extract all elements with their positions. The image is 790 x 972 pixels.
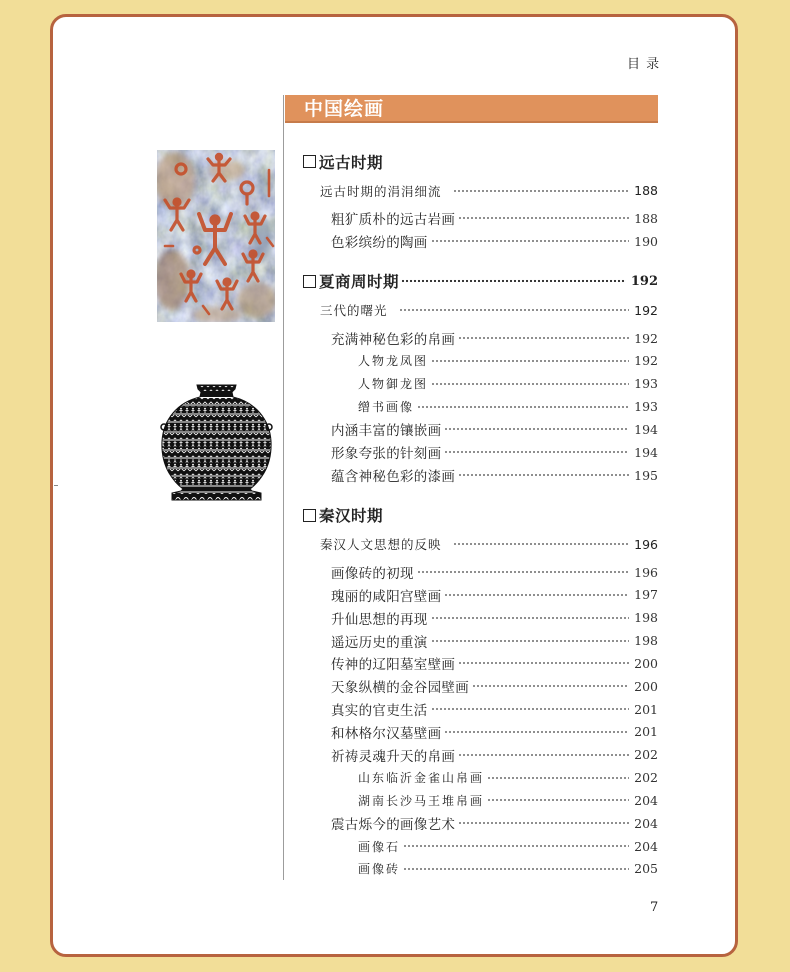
dot-leader [458,753,629,757]
dot-leader [444,450,629,454]
table-of-contents [303,150,658,880]
toc-entry-title: 蕴含神秘色彩的漆画 [331,469,456,486]
toc-entry [303,675,658,698]
toc-subentry-title: 人物龙凤图 [358,354,429,369]
toc-heading [303,150,658,173]
toc-subentry [303,789,658,812]
dot-leader [431,707,629,711]
toc-subentry-title: 画像砖 [358,862,401,877]
toc-section [303,533,658,556]
toc-entry [303,652,658,675]
dot-leader [431,239,629,243]
toc-entry [303,698,658,721]
square-outline-icon [303,509,316,522]
dot-leader [403,844,629,848]
toc-entry-title: 祈祷灵魂升天的帛画 [331,748,456,765]
toc-entry-title: 升仙思想的再现 [331,611,428,628]
toc-entry [303,441,658,464]
toc-heading-page: 192 [630,273,658,289]
toc-section-title: 三代的曙光 [320,303,388,319]
toc-section-title: 远古时期的涓涓细流 [320,183,442,199]
square-outline-icon [303,275,316,288]
toc-heading [303,504,658,527]
toc-entry [303,629,658,652]
toc-entry-page: 192 [634,330,658,346]
toc-entry-title: 瑰丽的咸阳宫壁画 [331,588,442,605]
toc-entry-page: 198 [634,610,658,626]
toc-entry-title: 充满神秘色彩的帛画 [331,332,456,349]
toc-subentry-page: 202 [634,770,658,786]
toc-entry [303,327,658,350]
vertical-divider [283,95,284,880]
toc-entry-page: 188 [634,210,658,226]
toc-entry-title: 遥远历史的重演 [331,634,428,651]
toc-entry [303,721,658,744]
toc-entry [303,207,658,230]
toc-section [303,299,658,322]
toc-entry-page: 201 [634,724,658,740]
section-banner-title: 中国绘画 [304,98,385,120]
dot-leader [431,382,629,386]
dot-leader [472,684,629,688]
toc-entry-title: 天象纵横的金谷园壁画 [331,680,469,697]
toc-subentry-title: 人物御龙图 [358,377,429,392]
dot-leader [487,776,629,780]
toc-subentry-page: 204 [634,838,658,854]
dot-leader [401,279,626,283]
dot-leader [417,570,629,574]
toc-subentry-page: 192 [634,353,658,369]
toc-entry [303,464,658,487]
toc-entry-page: 195 [634,467,658,483]
dot-leader [431,639,629,643]
dot-leader [444,427,629,431]
toc-entry [303,418,658,441]
dot-leader [399,308,629,312]
toc-subentry-page: 205 [634,861,658,877]
toc-entry-title: 粗犷质朴的远古岩画 [331,212,456,229]
toc-section [303,179,658,202]
toc-subentry-title: 缯书画像 [358,400,415,415]
toc-entry [303,606,658,629]
contents-header: 目 录 [627,57,661,72]
toc-entry-page: 197 [634,587,658,603]
toc-entry [303,743,658,766]
toc-entry-title: 传神的辽阳墓室壁画 [331,657,456,674]
toc-subentry [303,858,658,881]
toc-heading-title: 秦汉时期 [319,506,384,526]
toc-entry-page: 194 [634,421,658,437]
section-banner [285,95,658,123]
dot-leader [458,661,629,665]
dot-leader [431,359,629,363]
toc-entry-page: 200 [634,655,658,671]
toc-entry [303,230,658,253]
toc-entry-page: 201 [634,701,658,717]
toc-entry-page: 194 [634,444,658,460]
dot-leader [458,216,629,220]
dot-leader [458,473,629,477]
toc-subentry-page: 193 [634,376,658,392]
toc-heading-title: 远古时期 [319,152,384,172]
toc-subentry-title: 山东临沂金雀山帛画 [358,771,485,786]
dot-leader [431,616,629,620]
dot-leader [487,798,629,802]
toc-subentry [303,766,658,789]
toc-entry [303,561,658,584]
toc-entry-title: 色彩缤纷的陶画 [331,235,428,252]
dot-leader [444,730,629,734]
dot-leader [417,405,629,409]
toc-entry-title: 形象夸张的针刻画 [331,446,442,463]
rock-painting-image [157,150,275,322]
dot-leader [458,336,629,340]
dot-leader [453,542,629,546]
toc-subentry-title: 湖南长沙马王堆帛画 [358,793,485,808]
toc-entry-page: 196 [634,564,658,580]
bronze-vessel-image [160,383,273,502]
toc-entry-page: 190 [634,233,658,249]
dot-leader [444,593,629,597]
toc-entry [303,583,658,606]
crop-mark [54,485,58,486]
toc-entry-title: 画像砖的初现 [331,566,414,583]
toc-subentry [303,835,658,858]
toc-subentry-page: 193 [634,399,658,415]
toc-entry [303,812,658,835]
toc-subentry-title: 画像石 [358,839,401,854]
toc-entry-page: 204 [634,815,658,831]
toc-subentry [303,350,658,373]
toc-section-page: 192 [634,302,658,318]
toc-section-page: 196 [634,536,658,552]
square-outline-icon [303,155,316,168]
toc-section-title: 秦汉人文思想的反映 [320,537,442,553]
toc-subentry [303,372,658,395]
toc-entry-page: 202 [634,747,658,763]
dot-leader [458,821,629,825]
page-number: 7 [650,900,659,915]
toc-entry-page: 200 [634,678,658,694]
dot-leader [403,867,629,871]
toc-entry-title: 和林格尔汉墓壁画 [331,725,442,742]
toc-section-page: 188 [634,183,658,198]
toc-entry-page: 198 [634,633,658,649]
toc-entry-title: 震古烁今的画像艺术 [331,817,456,834]
toc-entry-title: 真实的官吏生活 [331,703,428,720]
toc-entry-title: 内涵丰富的镶嵌画 [331,423,442,440]
toc-heading-title: 夏商周时期 [319,272,400,292]
dot-leader [453,189,629,193]
toc-heading [303,270,658,293]
toc-subentry [303,395,658,418]
toc-subentry-page: 204 [634,792,658,808]
